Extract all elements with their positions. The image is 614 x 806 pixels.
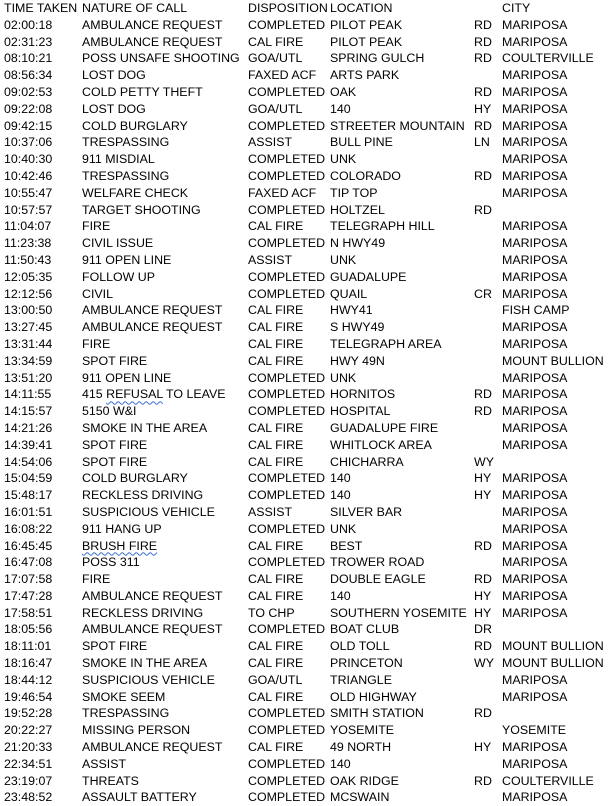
city-cell: MARIPOSA bbox=[502, 185, 568, 200]
city-cell: MARIPOSA bbox=[502, 269, 568, 284]
location-cell: SPRING GULCH bbox=[330, 51, 425, 66]
disposition-cell: CAL FIRE bbox=[248, 656, 304, 671]
nature-cell: LOST DOG bbox=[82, 101, 146, 116]
disposition-cell: CAL FIRE bbox=[248, 689, 304, 704]
city-cell: MARIPOSA bbox=[502, 286, 568, 301]
city-cell: COULTERVILLE bbox=[502, 51, 594, 66]
time-cell: 10:37:06 bbox=[4, 135, 53, 150]
city-cell: MARIPOSA bbox=[502, 572, 568, 587]
location-cell: BOAT CLUB bbox=[330, 622, 400, 637]
city-cell: MARIPOSA bbox=[502, 488, 568, 503]
location-cell: UNK bbox=[330, 152, 357, 167]
time-cell: 11:23:38 bbox=[4, 236, 52, 251]
nature-cell: AMBULANCE REQUEST bbox=[82, 34, 223, 49]
disposition-cell: FAXED ACF bbox=[248, 185, 317, 200]
disposition-cell: COMPLETED bbox=[248, 555, 326, 570]
city-cell: MARIPOSA bbox=[502, 135, 568, 150]
city-cell: MARIPOSA bbox=[502, 68, 568, 83]
nature-cell: CIVIL ISSUE bbox=[82, 236, 154, 251]
disposition-cell: COMPLETED bbox=[248, 118, 326, 133]
location-cell: DOUBLE EAGLE bbox=[330, 572, 426, 587]
city-cell: MARIPOSA bbox=[502, 756, 568, 771]
street-type-cell: WY bbox=[474, 454, 494, 469]
nature-cell: 5150 W&I bbox=[82, 404, 137, 419]
time-cell: 02:31:23 bbox=[4, 34, 53, 49]
location-cell: PRINCETON bbox=[330, 656, 403, 671]
disposition-cell: ASSIST bbox=[248, 252, 293, 267]
city-cell: MARIPOSA bbox=[502, 404, 568, 419]
nature-cell: COLD BURGLARY bbox=[82, 471, 188, 486]
city-cell: MOUNT BULLION bbox=[502, 656, 604, 671]
location-cell: YOSEMITE bbox=[330, 723, 395, 738]
nature-cell: TRESPASSING bbox=[82, 706, 170, 721]
nature-cell: LOST DOG bbox=[82, 68, 146, 83]
city-cell: MARIPOSA bbox=[502, 437, 568, 452]
disposition-cell: CAL FIRE bbox=[248, 320, 304, 335]
location-cell: N HWY49 bbox=[330, 236, 386, 251]
street-type-cell: RD bbox=[474, 118, 492, 133]
time-cell: 11:04:07 bbox=[4, 219, 52, 234]
location-cell: HWY41 bbox=[330, 303, 373, 318]
time-cell: 12:05:35 bbox=[4, 269, 53, 284]
nature-cell: COLD BURGLARY bbox=[82, 118, 188, 133]
time-cell: 08:10:21 bbox=[4, 51, 53, 66]
disposition-cell: CAL FIRE bbox=[248, 303, 304, 318]
disposition-cell: COMPLETED bbox=[248, 471, 326, 486]
location-cell: WHITLOCK AREA bbox=[330, 437, 432, 452]
disposition-cell: GOA/UTL bbox=[248, 672, 303, 687]
time-cell: 16:47:08 bbox=[4, 555, 53, 570]
nature-cell: TRESPASSING bbox=[82, 168, 170, 183]
location-cell: BULL PINE bbox=[330, 135, 393, 150]
street-type-cell: RD bbox=[474, 84, 492, 99]
nature-cell: AMBULANCE REQUEST bbox=[82, 320, 223, 335]
disposition-cell: CAL FIRE bbox=[248, 353, 304, 368]
city-cell: MARIPOSA bbox=[502, 336, 568, 351]
location-cell: S HWY49 bbox=[330, 320, 385, 335]
nature-cell bbox=[82, 538, 157, 555]
disposition-cell: COMPLETED bbox=[248, 706, 326, 721]
disposition-cell: COMPLETED bbox=[248, 84, 326, 99]
location-cell: CHICHARRA bbox=[330, 454, 404, 469]
header-location: LOCATION bbox=[330, 1, 393, 15]
city-cell: MARIPOSA bbox=[502, 538, 568, 553]
street-type-cell: RD bbox=[474, 387, 492, 402]
city-cell: MOUNT BULLION bbox=[502, 353, 604, 368]
disposition-cell: CAL FIRE bbox=[248, 454, 304, 469]
street-type-cell: DR bbox=[474, 622, 492, 637]
time-cell: 18:11:01 bbox=[4, 639, 52, 654]
time-cell: 19:52:28 bbox=[4, 706, 53, 721]
disposition-cell: CAL FIRE bbox=[248, 538, 304, 553]
disposition-cell: COMPLETED bbox=[248, 17, 326, 32]
disposition-cell: COMPLETED bbox=[248, 773, 326, 788]
time-cell: 02:00:18 bbox=[4, 17, 53, 32]
street-type-cell: LN bbox=[474, 135, 490, 150]
header-city: CITY bbox=[502, 1, 531, 15]
city-cell: MARIPOSA bbox=[502, 118, 568, 133]
nature-cell: AMBULANCE REQUEST bbox=[82, 303, 223, 318]
time-cell: 10:42:46 bbox=[4, 168, 53, 183]
time-cell: 13:00:50 bbox=[4, 303, 53, 318]
street-type-cell: RD bbox=[474, 572, 492, 587]
street-type-cell: RD bbox=[474, 168, 492, 183]
time-cell: 10:55:47 bbox=[4, 185, 53, 200]
street-type-cell: HY bbox=[474, 740, 492, 755]
nature-cell: CIVIL bbox=[82, 286, 113, 301]
location-cell: 140 bbox=[330, 101, 351, 116]
nature-cell: ASSAULT BATTERY bbox=[82, 790, 197, 805]
location-cell: 49 NORTH bbox=[330, 740, 392, 755]
city-cell: MARIPOSA bbox=[502, 320, 568, 335]
time-cell: 18:44:12 bbox=[4, 672, 53, 687]
disposition-cell: CAL FIRE bbox=[248, 437, 304, 452]
nature-cell: RECKLESS DRIVING bbox=[82, 605, 204, 620]
spellcheck-underline: REFUSAL bbox=[106, 387, 163, 402]
location-cell: HORNITOS bbox=[330, 387, 396, 402]
nature-cell: AMBULANCE REQUEST bbox=[82, 588, 223, 603]
city-cell: MARIPOSA bbox=[502, 101, 568, 116]
disposition-cell: COMPLETED bbox=[248, 236, 326, 251]
city-cell: YOSEMITE bbox=[502, 723, 567, 738]
disposition-cell: COMPLETED bbox=[248, 168, 326, 183]
disposition-cell: CAL FIRE bbox=[248, 639, 304, 654]
city-cell: MARIPOSA bbox=[502, 521, 568, 536]
time-cell: 15:04:59 bbox=[4, 471, 53, 486]
time-cell: 13:34:59 bbox=[4, 353, 53, 368]
city-cell: MARIPOSA bbox=[502, 34, 568, 49]
nature-cell: SPOT FIRE bbox=[82, 639, 148, 654]
disposition-cell: GOA/UTL bbox=[248, 51, 303, 66]
location-cell: OAK bbox=[330, 84, 357, 99]
location-cell: SMITH STATION bbox=[330, 706, 424, 721]
time-cell: 14:21:26 bbox=[4, 420, 53, 435]
city-cell: MARIPOSA bbox=[502, 152, 568, 167]
nature-cell: TRESPASSING bbox=[82, 135, 170, 150]
city-cell: MARIPOSA bbox=[502, 555, 568, 570]
header-disposition: DISPOSITION bbox=[248, 1, 328, 15]
location-cell: HOSPITAL bbox=[330, 404, 391, 419]
nature-cell: 911 OPEN LINE bbox=[82, 252, 172, 267]
nature-cell: SMOKE IN THE AREA bbox=[82, 420, 208, 435]
city-cell: MARIPOSA bbox=[502, 672, 568, 687]
time-cell: 09:42:15 bbox=[4, 118, 53, 133]
time-cell: 19:46:54 bbox=[4, 689, 53, 704]
nature-cell: SUSPICIOUS VEHICLE bbox=[82, 504, 215, 519]
disposition-cell: CAL FIRE bbox=[248, 588, 304, 603]
location-cell: PILOT PEAK bbox=[330, 34, 403, 49]
nature-cell: TARGET SHOOTING bbox=[82, 202, 201, 217]
time-cell: 09:22:08 bbox=[4, 101, 53, 116]
disposition-cell: COMPLETED bbox=[248, 269, 326, 284]
street-type-cell: HY bbox=[474, 488, 492, 503]
nature-cell: FIRE bbox=[82, 219, 111, 234]
disposition-cell: CAL FIRE bbox=[248, 740, 304, 755]
time-cell: 18:05:56 bbox=[4, 622, 53, 637]
disposition-cell: COMPLETED bbox=[248, 286, 326, 301]
city-cell: MARIPOSA bbox=[502, 420, 568, 435]
location-cell: SILVER BAR bbox=[330, 504, 403, 519]
city-cell: MARIPOSA bbox=[502, 689, 568, 704]
header-nature-of-call: NATURE OF CALL bbox=[82, 1, 188, 15]
time-cell: 16:45:45 bbox=[4, 538, 53, 553]
city-cell: MARIPOSA bbox=[502, 387, 568, 402]
location-cell: QUAIL bbox=[330, 286, 368, 301]
time-cell: 17:58:51 bbox=[4, 605, 53, 620]
city-cell: MARIPOSA bbox=[502, 84, 568, 99]
nature-cell: 415 REFUSAL TO LEAVE bbox=[82, 387, 226, 402]
city-cell: MARIPOSA bbox=[502, 471, 568, 486]
city-cell: MARIPOSA bbox=[502, 790, 568, 805]
location-cell: TROWER ROAD bbox=[330, 555, 425, 570]
location-cell: ARTS PARK bbox=[330, 68, 400, 83]
location-cell: OAK RIDGE bbox=[330, 773, 399, 788]
location-cell: 140 bbox=[330, 471, 351, 486]
city-cell: MOUNT BULLION bbox=[502, 639, 604, 654]
street-type-cell: RD bbox=[474, 773, 492, 788]
nature-cell: SMOKE IN THE AREA bbox=[82, 656, 208, 671]
location-cell: UNK bbox=[330, 370, 357, 385]
disposition-cell: ASSIST bbox=[248, 504, 293, 519]
street-type-cell: HY bbox=[474, 588, 492, 603]
location-cell: HWY 49N bbox=[330, 353, 385, 368]
disposition-cell: ASSIST bbox=[248, 135, 293, 150]
spellcheck-underline: BRUSH FIRE bbox=[82, 538, 158, 553]
location-cell: STREETER MOUNTAIN bbox=[330, 118, 465, 133]
time-cell: 09:02:53 bbox=[4, 84, 53, 99]
street-type-cell: RD bbox=[474, 538, 492, 553]
street-type-cell: HY bbox=[474, 605, 492, 620]
time-cell: 17:07:58 bbox=[4, 572, 53, 587]
time-cell: 18:16:47 bbox=[4, 656, 53, 671]
city-cell: COULTERVILLE bbox=[502, 773, 594, 788]
nature-cell: WELFARE CHECK bbox=[82, 185, 189, 200]
nature-cell: AMBULANCE REQUEST bbox=[82, 17, 223, 32]
nature-cell: FOLLOW UP bbox=[82, 269, 155, 284]
time-cell: 13:27:45 bbox=[4, 320, 53, 335]
location-cell: PILOT PEAK bbox=[330, 17, 403, 32]
street-type-cell: WY bbox=[474, 656, 494, 671]
location-cell: BEST bbox=[330, 538, 363, 553]
nature-cell: SPOT FIRE bbox=[82, 353, 148, 368]
time-cell: 16:01:51 bbox=[4, 504, 53, 519]
location-cell: GUADALUPE bbox=[330, 269, 407, 284]
time-cell: 21:20:33 bbox=[4, 740, 53, 755]
time-cell: 14:54:06 bbox=[4, 454, 53, 469]
disposition-cell: FAXED ACF bbox=[248, 68, 317, 83]
street-type-cell: RD bbox=[474, 639, 492, 654]
time-cell: 15:48:17 bbox=[4, 488, 53, 503]
disposition-cell: COMPLETED bbox=[248, 790, 326, 805]
city-cell: FISH CAMP bbox=[502, 303, 570, 318]
location-cell: UNK bbox=[330, 521, 357, 536]
nature-cell: 911 HANG UP bbox=[82, 521, 162, 536]
disposition-cell: CAL FIRE bbox=[248, 336, 304, 351]
disposition-cell: CAL FIRE bbox=[248, 219, 304, 234]
street-type-cell: CR bbox=[474, 286, 492, 301]
location-cell: 140 bbox=[330, 488, 351, 503]
street-type-cell: RD bbox=[474, 202, 492, 217]
time-cell: 14:15:57 bbox=[4, 404, 53, 419]
nature-cell: SMOKE SEEM bbox=[82, 689, 166, 704]
disposition-cell: COMPLETED bbox=[248, 387, 326, 402]
time-cell: 13:51:20 bbox=[4, 370, 53, 385]
location-cell: OLD HIGHWAY bbox=[330, 689, 417, 704]
city-cell: MARIPOSA bbox=[502, 504, 568, 519]
street-type-cell: RD bbox=[474, 17, 492, 32]
city-cell: MARIPOSA bbox=[502, 236, 568, 251]
location-cell: 140 bbox=[330, 588, 351, 603]
city-cell: MARIPOSA bbox=[502, 17, 568, 32]
time-cell: 11:50:43 bbox=[4, 252, 52, 267]
location-cell: TRIANGLE bbox=[330, 672, 392, 687]
disposition-cell: COMPLETED bbox=[248, 152, 326, 167]
disposition-cell: TO CHP bbox=[248, 605, 295, 620]
nature-cell: THREATS bbox=[82, 773, 139, 788]
disposition-cell: COMPLETED bbox=[248, 756, 326, 771]
nature-cell: RECKLESS DRIVING bbox=[82, 488, 204, 503]
location-cell: TELEGRAPH AREA bbox=[330, 336, 442, 351]
nature-cell: COLD PETTY THEFT bbox=[82, 84, 203, 99]
time-cell: 10:40:30 bbox=[4, 152, 53, 167]
disposition-cell: CAL FIRE bbox=[248, 34, 304, 49]
time-cell: 17:47:28 bbox=[4, 588, 53, 603]
street-type-cell: RD bbox=[474, 34, 492, 49]
city-cell: MARIPOSA bbox=[502, 168, 568, 183]
disposition-cell: COMPLETED bbox=[248, 723, 326, 738]
location-cell: MCSWAIN bbox=[330, 790, 390, 805]
nature-cell: SPOT FIRE bbox=[82, 454, 148, 469]
time-cell: 08:56:34 bbox=[4, 68, 53, 83]
nature-cell: FIRE bbox=[82, 336, 111, 351]
disposition-cell: COMPLETED bbox=[248, 622, 326, 637]
location-cell: OLD TOLL bbox=[330, 639, 390, 654]
disposition-cell: CAL FIRE bbox=[248, 572, 304, 587]
nature-cell: POSS 311 bbox=[82, 555, 140, 570]
location-cell: TELEGRAPH HILL bbox=[330, 219, 435, 234]
time-cell: 12:12:56 bbox=[4, 286, 53, 301]
street-type-cell: RD bbox=[474, 706, 492, 721]
city-cell: MARIPOSA bbox=[502, 219, 568, 234]
nature-cell: SPOT FIRE bbox=[82, 437, 148, 452]
time-cell: 10:57:57 bbox=[4, 202, 53, 217]
time-cell: 23:19:07 bbox=[4, 773, 53, 788]
location-cell: UNK bbox=[330, 252, 357, 267]
nature-cell: 911 OPEN LINE bbox=[82, 370, 172, 385]
nature-cell: SUSPICIOUS VEHICLE bbox=[82, 672, 215, 687]
disposition-cell: COMPLETED bbox=[248, 202, 326, 217]
nature-cell: 911 MISDIAL bbox=[82, 152, 155, 167]
nature-cell: AMBULANCE REQUEST bbox=[82, 622, 223, 637]
location-cell: COLORADO bbox=[330, 168, 401, 183]
location-cell: 140 bbox=[330, 756, 351, 771]
location-cell: SOUTHERN YOSEMITE bbox=[330, 605, 467, 620]
location-cell: HOLTZEL bbox=[330, 202, 385, 217]
nature-cell: MISSING PERSON bbox=[82, 723, 191, 738]
city-cell: MARIPOSA bbox=[502, 252, 568, 267]
nature-cell: ASSIST bbox=[82, 756, 127, 771]
location-cell: TIP TOP bbox=[330, 185, 378, 200]
city-cell: MARIPOSA bbox=[502, 370, 568, 385]
city-cell: MARIPOSA bbox=[502, 605, 568, 620]
time-cell: 22:34:51 bbox=[4, 756, 53, 771]
time-cell: 14:39:41 bbox=[4, 437, 53, 452]
street-type-cell: RD bbox=[474, 51, 492, 66]
disposition-cell: GOA/UTL bbox=[248, 101, 303, 116]
nature-cell: POSS UNSAFE SHOOTING bbox=[82, 51, 240, 66]
street-type-cell: RD bbox=[474, 404, 492, 419]
disposition-cell: COMPLETED bbox=[248, 488, 326, 503]
time-cell: 23:48:52 bbox=[4, 790, 53, 805]
disposition-cell: CAL FIRE bbox=[248, 420, 304, 435]
time-cell: 13:31:44 bbox=[4, 336, 53, 351]
city-cell: MARIPOSA bbox=[502, 740, 568, 755]
location-cell: GUADALUPE FIRE bbox=[330, 420, 439, 435]
time-cell: 14:11:55 bbox=[4, 387, 52, 402]
time-cell: 20:22:27 bbox=[4, 723, 53, 738]
nature-cell: FIRE bbox=[82, 572, 111, 587]
disposition-cell: COMPLETED bbox=[248, 521, 326, 536]
time-cell: 16:08:22 bbox=[4, 521, 53, 536]
disposition-cell: COMPLETED bbox=[248, 404, 326, 419]
disposition-cell: COMPLETED bbox=[248, 370, 326, 385]
header-time-taken: TIME TAKEN bbox=[4, 1, 78, 15]
street-type-cell: HY bbox=[474, 471, 492, 486]
nature-cell: AMBULANCE REQUEST bbox=[82, 740, 223, 755]
city-cell: MARIPOSA bbox=[502, 588, 568, 603]
street-type-cell: HY bbox=[474, 101, 492, 116]
